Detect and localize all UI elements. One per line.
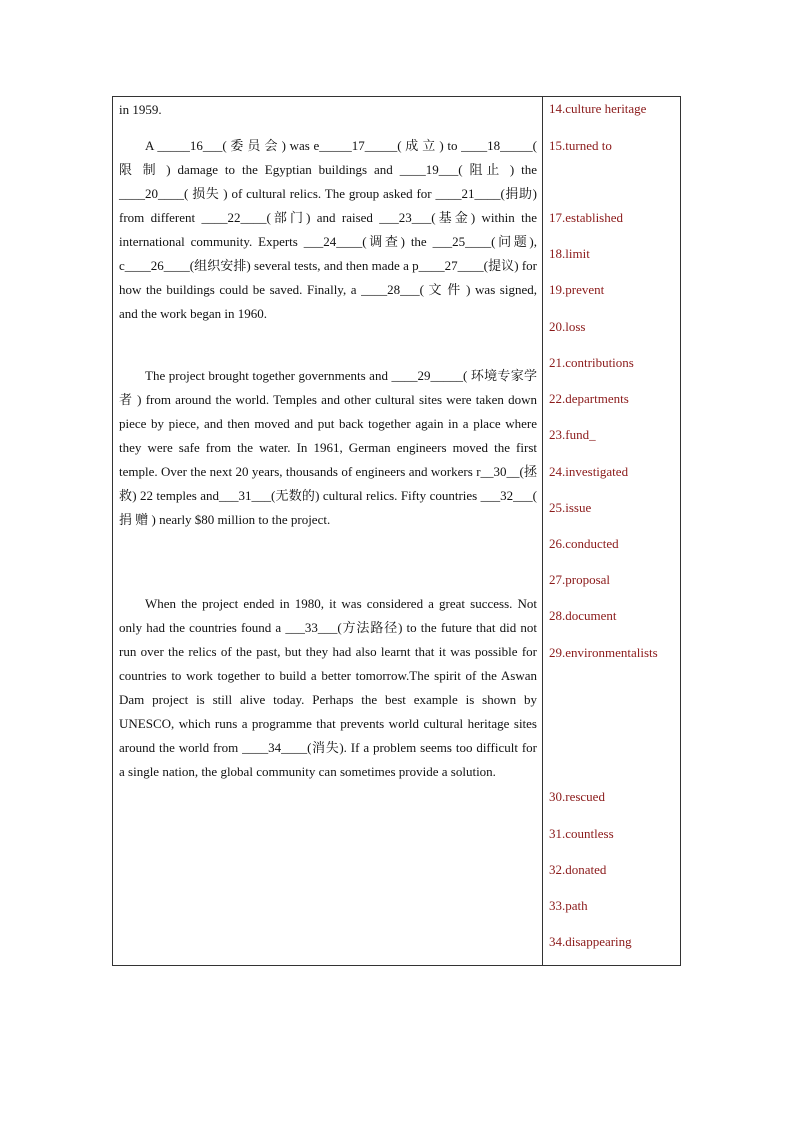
answer-item: 19.prevent <box>549 282 605 297</box>
passage-line-year: in 1959. <box>119 102 162 117</box>
passage-paragraph-1: A _____16___( 委 员 会 ) was e_____17_____( 成 立 ) to ____18_____( 限 制 ) damage to the Egyptian buildings and ____19___( 阻止 ) the ____20____( 损失 ) of cultural relics. The group asked for ____21____(捐助) from different ____22____(部门) and raised ___23___(基金) within the international community. Experts ___24____(调查) the ___25____(问题), c____26____(组织安排) several tests, and then made a p____27____(提议) for how the buildings could be saved. Finally, a ____28___( 文 件 ) was signed, and the work began in 1960. <box>119 138 537 321</box>
answer-item: 32.donated <box>549 862 607 877</box>
answer-item: 31.countless <box>549 826 614 841</box>
answer-item: 30.rescued <box>549 789 605 804</box>
answer-item: 23.fund_ <box>549 427 596 442</box>
answer-item: 18.limit <box>549 246 590 261</box>
answer-item: 26.conducted <box>549 536 619 551</box>
passage-paragraph-3: When the project ended in 1980, it was considered a great success. Not only had the countries found a ___33___(方法路径) to the future that did not run over the relics of the past, but they had also learnt that it was possible for countries to work together to build a better tomorrow.The spirit of the Aswan Dam project is still alive today. Perhaps the best example is shown by UNESCO, which runs a programme that prevents world cultural heritage sites around the world from ____34____(消失). If a problem seems too difficult for a single nation, the global community can sometimes provide a solution. <box>119 596 537 779</box>
worksheet-table <box>112 96 681 966</box>
answer-item: 34.disappearing <box>549 934 632 949</box>
answer-item: 15.turned to <box>549 138 612 153</box>
answer-item: 28.document <box>549 608 617 623</box>
answer-item: 21.contributions <box>549 355 634 370</box>
answer-item: 33.path <box>549 898 588 913</box>
column-divider <box>542 97 543 965</box>
answer-item: 20.loss <box>549 319 586 334</box>
answer-item: 27.proposal <box>549 572 611 587</box>
answer-item: 22.departments <box>549 391 629 406</box>
answer-item: 17.established <box>549 210 624 225</box>
answer-item: 25.issue <box>549 500 592 515</box>
answer-item: 24.investigated <box>549 464 629 479</box>
passage-paragraph-2: The project brought together governments and ____29_____( 环境专家学者 ) from around the world. Temples and other cultural sites were taken down piece by piece, and then moved and put back together again in a place where they were safe from the water. In 1961, German engineers moved the first temple. Over the next 20 years, thousands of engineers and workers r__30__(拯救) 22 temples and___31___(无数的) cultural relics. Fifty countries ___32___( 捐 赠 ) nearly $80 million to the project. <box>119 368 537 527</box>
answer-item: 29.environmentalists <box>549 645 658 660</box>
answer-item: 14.culture heritage <box>549 101 647 116</box>
